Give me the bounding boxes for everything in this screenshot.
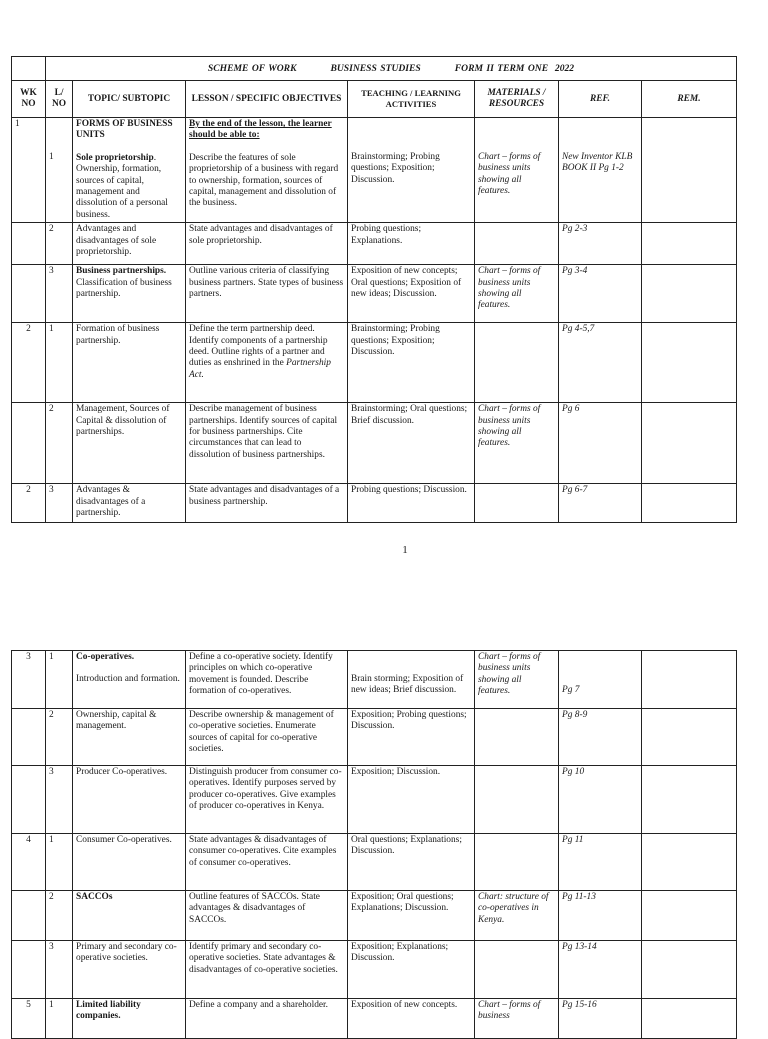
rem-cell (642, 403, 737, 484)
table-row (12, 891, 737, 941)
activities-cell: Probing questions; Explanations. (348, 223, 475, 265)
scheme-of-work-table-page-2 (11, 650, 737, 1039)
topic-cell: Advantages and disadvantages of sole proprietorship. (73, 223, 186, 265)
ref-cell: Pg 2-3 (559, 223, 642, 265)
materials-cell (475, 834, 559, 891)
rem-cell (642, 834, 737, 891)
ref-cell: Pg 11 (559, 834, 642, 891)
activities-cell: Exposition; Discussion. (348, 766, 475, 834)
rem-cell (642, 651, 737, 709)
activities-cell: Exposition; Probing questions; Discussion. (348, 709, 475, 766)
objectives-cell: By the end of the lesson, the learner should be able to: Describe the features of sole proprietorship of a business with regard to ownership, formation, sources of capital, management and dissolution of the business. (186, 118, 348, 223)
topic-cell: Ownership, capital & management. (73, 709, 186, 766)
materials-cell: Chart – forms of business units showing all features. (475, 265, 559, 323)
lesson-number: 2 (46, 891, 73, 941)
lesson-number: 1 (46, 999, 73, 1039)
activities-cell: Brainstorming; Probing questions; Exposition; Discussion. (348, 118, 475, 223)
week-number (12, 766, 46, 834)
ref-cell: Pg 3-4 (559, 265, 642, 323)
lesson-number: 1 (46, 834, 73, 891)
activities-cell: Brainstorming; Probing questions; Exposition; Discussion. (348, 323, 475, 403)
week-number: 3 (12, 651, 46, 709)
week-number (12, 403, 46, 484)
ref-cell: New Inventor KLB BOOK II Pg 1-2 (559, 118, 642, 223)
rem-cell (642, 941, 737, 999)
lesson-number: 1 (46, 118, 73, 223)
objectives-cell: Describe ownership & management of co-operative societies. Enumerate sources of capital for co-operative societies. (186, 709, 348, 766)
topic-cell: Producer Co-operatives. (73, 766, 186, 834)
rem-cell (642, 766, 737, 834)
col-header-topic: TOPIC/ SUBTOPIC (73, 81, 186, 118)
week-number (12, 709, 46, 766)
table-row (12, 265, 737, 323)
rem-cell (642, 118, 737, 223)
table-row (12, 709, 737, 766)
materials-cell (475, 766, 559, 834)
lesson-number: 3 (46, 265, 73, 323)
activities-cell: Exposition of new concepts. (348, 999, 475, 1039)
materials-cell: Chart: structure of co-operatives in Kenya. (475, 891, 559, 941)
rem-cell (642, 265, 737, 323)
table-row (12, 766, 737, 834)
topic-cell: Formation of business partnership. (73, 323, 186, 403)
materials-cell: Chart – forms of business units showing all features. (475, 403, 559, 484)
objectives-intro: By the end of the lesson, the learner should be able to: (189, 119, 332, 141)
week-number (12, 891, 46, 941)
topic-cell: Primary and secondary co-operative societies. (73, 941, 186, 999)
table-row (12, 834, 737, 891)
materials-cell (475, 941, 559, 999)
lesson-number: 3 (46, 484, 73, 523)
topic-cell: FORMS OF BUSINESS UNITS Sole proprietorship. Ownership, formation, sources of capital, management and dissolution of a personal business. (73, 118, 186, 223)
ref-cell: Pg 6 (559, 403, 642, 484)
activities-cell: Brainstorming; Oral questions; Brief discussion. (348, 403, 475, 484)
activities-cell: Exposition; Explanations; Discussion. (348, 941, 475, 999)
week-number: 2 (12, 323, 46, 403)
activities-cell: Probing questions; Discussion. (348, 484, 475, 523)
objectives-cell: Outline features of SACCOs. State advantages & disadvantages of SACCOs. (186, 891, 348, 941)
activities-cell: Exposition; Oral questions; Explanations; Discussion. (348, 891, 475, 941)
ref-cell: Pg 6-7 (559, 484, 642, 523)
objectives-cell: Describe management of business partnerships. Identify sources of capital for business partnerships. Cite circumstances that can lead to dissolution of business partnerships. (186, 403, 348, 484)
objectives-cell: State advantages and disadvantages of a business partnership. (186, 484, 348, 523)
objectives-cell: Identify primary and secondary co-operative societies. State advantages & disadvantages of co-operative societies. (186, 941, 348, 999)
section-heading: FORMS OF BUSINESS UNITS (76, 119, 173, 141)
activities-cell: Oral questions; Explanations; Discussion. (348, 834, 475, 891)
title-row (12, 57, 737, 81)
week-number: 4 (12, 834, 46, 891)
ref-cell: Pg 10 (559, 766, 642, 834)
week-number (12, 941, 46, 999)
week-number (12, 265, 46, 323)
objectives-cell: State advantages & disadvantages of consumer co-operatives. Cite examples of consumer co-operatives. (186, 834, 348, 891)
ref-cell: Pg 8-9 (559, 709, 642, 766)
table-row (12, 484, 737, 523)
table-row (12, 403, 737, 484)
table-row (12, 999, 737, 1039)
ref-cell: Pg 13-14 (559, 941, 642, 999)
lesson-number: 2 (46, 223, 73, 265)
rem-cell (642, 709, 737, 766)
lesson-number: 2 (46, 709, 73, 766)
materials-cell: Chart – forms of business units showing all features. (475, 118, 559, 223)
col-header-wk: WK NO (12, 81, 46, 118)
week-number: 1 (12, 118, 46, 223)
objectives-cell: Outline various criteria of classifying business partners. State types of business partners. (186, 265, 348, 323)
topic-cell: Management, Sources of Capital & dissolution of partnerships. (73, 403, 186, 484)
rem-cell (642, 323, 737, 403)
scheme-of-work-table-page-1 (11, 56, 737, 523)
objectives-cell: Define a co-operative society. Identify principles on which co-operative movement is founded. Describe formation of co-operatives. (186, 651, 348, 709)
table-row (12, 941, 737, 999)
lesson-number: 1 (46, 323, 73, 403)
table-row (12, 651, 737, 709)
lesson-number: 1 (46, 651, 73, 709)
col-header-lno: L/ NO (46, 81, 73, 118)
materials-cell (475, 484, 559, 523)
table-row (12, 118, 737, 223)
ref-cell: Pg 4-5,7 (559, 323, 642, 403)
col-header-activities: TEACHING / LEARNING ACTIVITIES (348, 81, 475, 118)
materials-cell: Chart – forms of business units showing all features. (475, 651, 559, 709)
objectives-cell: Define a company and a shareholder. (186, 999, 348, 1039)
week-number: 5 (12, 999, 46, 1039)
objectives-cell: State advantages and disadvantages of sole proprietorship. (186, 223, 348, 265)
rem-cell (642, 484, 737, 523)
rem-cell (642, 891, 737, 941)
materials-cell (475, 709, 559, 766)
page-number: 1 (402, 544, 408, 556)
col-header-rem: REM. (642, 81, 737, 118)
week-number: 2 (12, 484, 46, 523)
topic-cell: Limited liability companies. (73, 999, 186, 1039)
materials-cell (475, 323, 559, 403)
lesson-number: 3 (46, 941, 73, 999)
lesson-number: 2 (46, 403, 73, 484)
materials-cell: Chart – forms of business (475, 999, 559, 1039)
topic-cell: Co-operatives. Introduction and formation. (73, 651, 186, 709)
rem-cell (642, 999, 737, 1039)
table-row (12, 223, 737, 265)
table-row (12, 323, 737, 403)
materials-cell (475, 223, 559, 265)
scheme-title: SCHEME OF WORK BUSINESS STUDIES FORM II TERM ONE 2022 (46, 57, 737, 81)
ref-cell: Pg 7 (559, 651, 642, 709)
col-header-ref: REF. (559, 81, 642, 118)
objectives-cell: Define the term partnership deed. Identify components of a partnership deed. Outline rights of a partner and duties as enshrined in the Partnership Act. (186, 323, 348, 403)
lesson-number: 3 (46, 766, 73, 834)
col-header-materials: MATERIALS / RESOURCES (475, 81, 559, 118)
col-header-objectives: LESSON / SPECIFIC OBJECTIVES (186, 81, 348, 118)
topic-cell: Advantages & disadvantages of a partnership. (73, 484, 186, 523)
ref-cell: Pg 11-13 (559, 891, 642, 941)
activities-cell: Exposition of new concepts; Oral questions; Exposition of new ideas; Discussion. (348, 265, 475, 323)
topic-cell: Business partnerships. Classification of business partnership. (73, 265, 186, 323)
objectives-cell: Distinguish producer from consumer co-operatives. Identify purposes served by producer co-operatives. Give examples of producer co-operatives in Kenya. (186, 766, 348, 834)
topic-cell: SACCOs (73, 891, 186, 941)
topic-cell: Consumer Co-operatives. (73, 834, 186, 891)
activities-cell: Brain storming; Exposition of new ideas; Brief discussion. (348, 651, 475, 709)
ref-cell: Pg 15-16 (559, 999, 642, 1039)
header-row (12, 81, 737, 118)
rem-cell (642, 223, 737, 265)
week-number (12, 223, 46, 265)
